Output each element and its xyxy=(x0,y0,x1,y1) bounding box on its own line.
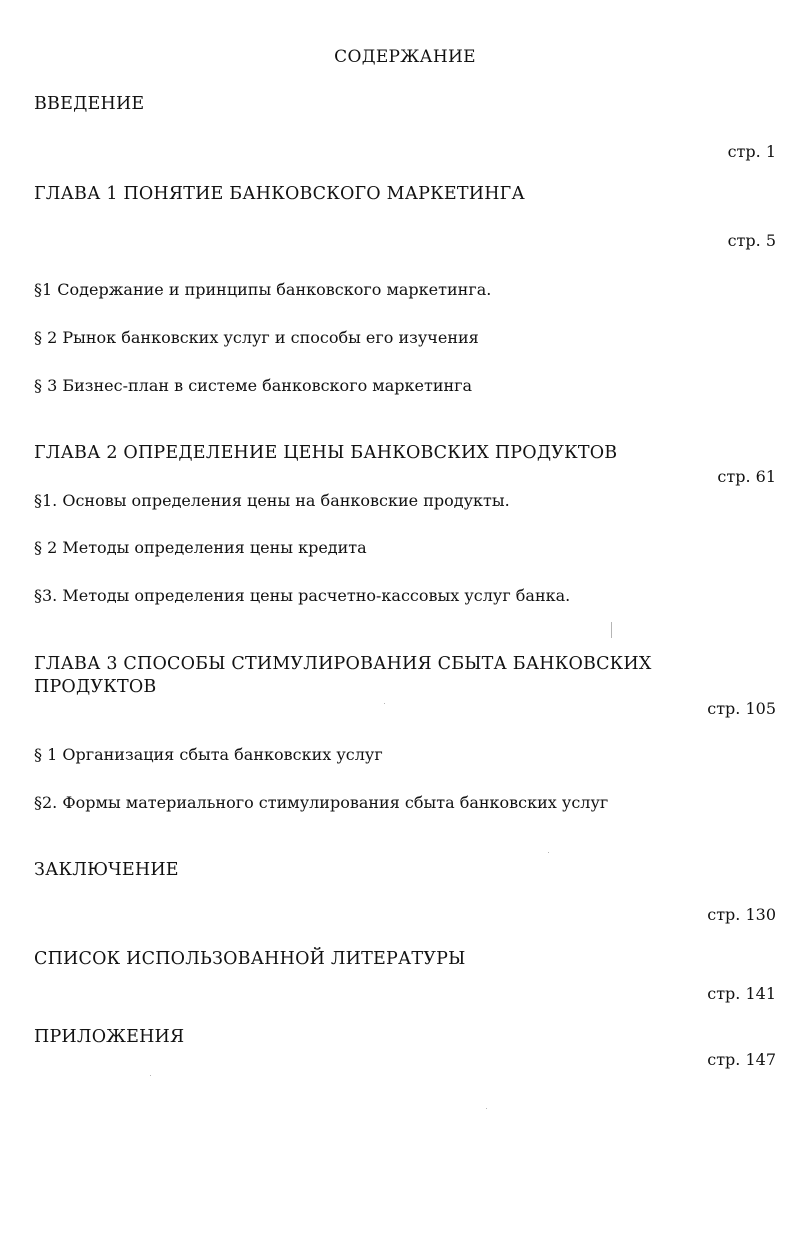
toc-page-conclusion: стр. 130 xyxy=(707,905,776,924)
toc-page-chapter-1: стр. 5 xyxy=(727,231,776,250)
toc-page-chapter-3: стр. 105 xyxy=(707,699,776,718)
toc-heading-chapter-2: ГЛАВА 2 ОПРЕДЕЛЕНИЕ ЦЕНЫ БАНКОВСКИХ ПРОДУКТОВ xyxy=(34,443,618,463)
toc-section-2-2: § 2 Методы определения цены кредита xyxy=(34,538,367,557)
toc-section-1-3: § 3 Бизнес-план в системе банковского маркетинга xyxy=(34,376,473,395)
toc-heading-references: СПИСОК ИСПОЛЬЗОВАННОЙ ЛИТЕРАТУРЫ xyxy=(34,949,466,969)
toc-heading-chapter-3-line-2: ПРОДУКТОВ xyxy=(34,677,157,697)
toc-section-2-3: §3. Методы определения цены расчетно-кассовых услуг банка. xyxy=(34,586,571,605)
scan-artifact xyxy=(150,1075,151,1076)
toc-section-1-1: §1 Содержание и принципы банковского маркетинга. xyxy=(34,280,492,299)
toc-page-references: стр. 141 xyxy=(707,984,776,1003)
toc-section-1-2: § 2 Рынок банковских услуг и способы его изучения xyxy=(34,328,479,347)
toc-heading-appendices: ПРИЛОЖЕНИЯ xyxy=(34,1027,185,1047)
toc-heading-conclusion: ЗАКЛЮЧЕНИЕ xyxy=(34,860,179,880)
scan-artifact xyxy=(486,1108,487,1109)
toc-section-3-1: § 1 Организация сбыта банковских услуг xyxy=(34,745,383,764)
toc-section-3-2: §2. Формы материального стимулирования сбыта банковских услуг xyxy=(34,793,609,812)
toc-heading-chapter-3-line-1: ГЛАВА 3 СПОСОБЫ СТИМУЛИРОВАНИЯ СБЫТА БАНКОВСКИХ xyxy=(34,654,652,674)
toc-heading-chapter-1: ГЛАВА 1 ПОНЯТИЕ БАНКОВСКОГО МАРКЕТИНГА xyxy=(34,184,525,204)
toc-page-chapter-2: стр. 61 xyxy=(717,467,776,486)
toc-heading-intro: ВВЕДЕНИЕ xyxy=(34,94,145,114)
toc-page-appendices: стр. 147 xyxy=(707,1050,776,1069)
scan-artifact xyxy=(548,852,549,853)
toc-page-intro: стр. 1 xyxy=(727,142,776,161)
scan-artifact xyxy=(611,622,612,638)
scan-artifact xyxy=(384,703,385,704)
page-title: СОДЕРЖАНИЕ xyxy=(334,47,476,67)
toc-section-2-1: §1. Основы определения цены на банковские продукты. xyxy=(34,491,510,510)
